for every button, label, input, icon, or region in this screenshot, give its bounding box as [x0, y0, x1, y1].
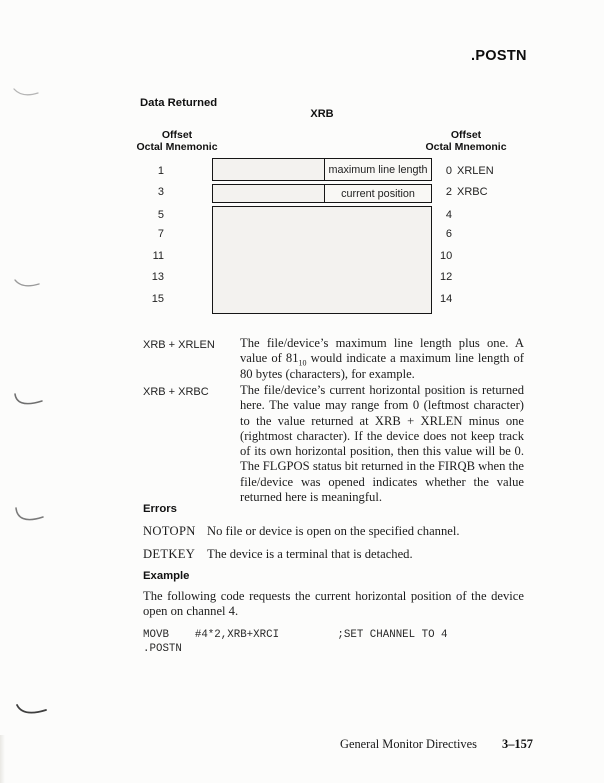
right-octal-label — [440, 186, 488, 198]
xrb-diagram-label: XRB — [310, 108, 334, 120]
field-desc-xrlen-text: The file/device’s maximum line length plus one. A value of 81 — [240, 336, 524, 366]
right-octal-number: 12 — [440, 271, 453, 283]
error-code-notopn: NOTOPN — [143, 524, 196, 538]
errors-heading: Errors — [143, 503, 177, 515]
error-text-detkey: The device is a terminal that is detached. — [207, 547, 413, 561]
right-octal-label — [440, 293, 457, 305]
subscript-base-10: 10 — [298, 358, 307, 368]
left-offset-header-line1: Offset — [161, 129, 193, 141]
right-mnemonic: XRBC — [457, 186, 488, 198]
pen-swoosh-mark — [14, 277, 41, 290]
example-code-block — [143, 629, 448, 656]
left-octal-label: 5 — [157, 209, 164, 221]
left-octal-label: 11 — [152, 250, 164, 262]
code-line-movb: MOVB #4*2,XRB+XRCI ;SET CHANNEL TO 4 — [143, 629, 448, 641]
field-desc-xrlen-text-cont: would indicate a maximum line length of 80 bytes (characters), for example. — [240, 351, 524, 381]
right-octal-label — [440, 271, 457, 283]
xrb-cell-maximum-line-length: maximum line length — [324, 159, 431, 180]
right-mnemonic: XRLEN — [457, 165, 494, 177]
error-text-notopn: No file or device is open on the specified channel. — [207, 524, 460, 538]
left-octal-label: 3 — [157, 186, 164, 198]
footer-chapter-title: General Monitor Directives — [340, 737, 477, 751]
xrb-cell-current-position: current position — [324, 185, 431, 202]
right-octal-number: 2 — [445, 186, 452, 198]
right-offset-header-line1: Offset — [450, 129, 482, 141]
right-offset-header — [408, 130, 524, 153]
right-octal-number: 10 — [440, 250, 453, 262]
right-octal-label — [440, 209, 457, 221]
xrb-word-row-1 — [212, 158, 432, 181]
right-octal-number: 6 — [445, 228, 452, 240]
field-label-xrlen: XRB + XRLEN — [143, 339, 215, 351]
pen-swoosh-mark — [15, 702, 48, 717]
footer-page-number: 3–157 — [502, 737, 533, 751]
error-code-detkey: DETKEY — [143, 547, 196, 561]
left-octal-label: 13 — [151, 271, 164, 283]
left-octal-label: 15 — [151, 293, 164, 305]
pen-swoosh-mark — [13, 392, 44, 409]
left-octal-label: 7 — [157, 228, 164, 240]
right-octal-label — [440, 250, 457, 262]
left-offset-header-line2: Octal Mnemonic — [136, 140, 218, 153]
xrb-word-row-2 — [212, 184, 432, 203]
scan-edge-shadow — [0, 735, 5, 783]
xrb-unused-area — [212, 206, 432, 314]
right-octal-number: 0 — [445, 165, 452, 177]
pen-swoosh-mark — [14, 506, 45, 525]
right-octal-number: 14 — [440, 293, 453, 305]
right-octal-number: 4 — [445, 209, 452, 221]
data-returned-heading: Data Returned — [140, 97, 218, 109]
pen-swoosh-mark — [13, 86, 40, 99]
right-offset-header-line2: Octal Mnemonic — [425, 140, 507, 153]
field-desc-xrbc: The file/device’s current horizontal position is returned here. The value may range from 0 (leftmost character) to the value returned at XRB + XRLEN minus one (rightmost character). If the device does not keep track of its own horizontal position, then this value will be 0. The FLGPOS status bit returned in the FIRQB when the file/device was opened indicates whether the value returned here is meaningful. — [240, 383, 524, 505]
code-line-postn: .POSTN — [143, 642, 182, 655]
left-offset-header — [119, 130, 235, 153]
right-octal-label — [440, 165, 494, 177]
right-octal-label — [440, 228, 457, 240]
example-heading: Example — [143, 570, 190, 582]
left-octal-label: 1 — [157, 165, 164, 177]
field-desc-xrlen — [240, 336, 524, 382]
field-label-xrbc: XRB + XRBC — [143, 386, 209, 398]
page-title: .POSTN — [471, 48, 527, 64]
example-intro: The following code requests the current horizontal position of the device open on channel 4. — [143, 589, 524, 619]
